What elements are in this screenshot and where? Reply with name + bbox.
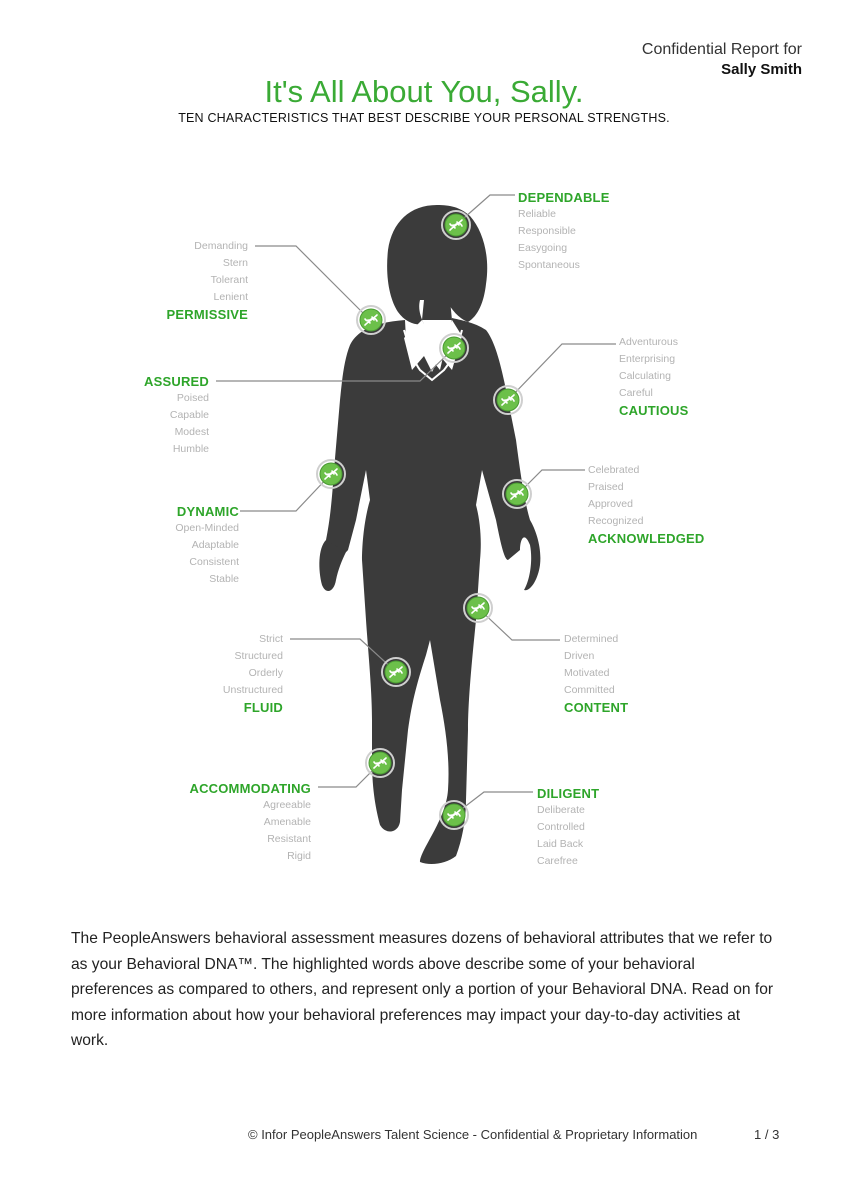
- trait-word: Resistant: [267, 833, 311, 845]
- dna-helix-icon: [357, 306, 385, 334]
- trait-word: Modest: [174, 426, 209, 438]
- trait-word: Calculating: [619, 370, 671, 382]
- trait-word: Laid Back: [537, 838, 584, 850]
- trait-title: ACKNOWLEDGED: [588, 531, 705, 546]
- trait-word: Deliberate: [537, 804, 585, 816]
- trait-word: Unstructured: [222, 684, 283, 696]
- trait-word: Stable: [209, 573, 239, 585]
- trait-title: DEPENDABLE: [518, 190, 610, 205]
- trait-word: Orderly: [248, 667, 283, 679]
- trait-word: Enterprising: [619, 353, 676, 365]
- dna-helix-icon: [366, 749, 394, 777]
- trait-cautious: [619, 334, 689, 419]
- recipient-name: Sally Smith: [721, 61, 802, 78]
- silhouette: [319, 205, 540, 864]
- footer-copyright: © Infor PeopleAnswers Talent Science - Confidential & Proprietary Information: [248, 1127, 698, 1142]
- page-number: 1 / 3: [754, 1127, 780, 1142]
- trait-word: Rigid: [287, 850, 311, 862]
- dna-helix-icon: [494, 386, 522, 414]
- trait-word: Poised: [176, 392, 209, 404]
- trait-word: Careful: [619, 387, 653, 399]
- trait-word: Praised: [588, 481, 624, 493]
- trait-word: Approved: [588, 498, 633, 510]
- trait-title: ACCOMMODATING: [189, 781, 311, 796]
- dna-helix-icon: [464, 594, 492, 622]
- dna-helix-icon: [503, 480, 531, 508]
- trait-assured: [144, 373, 209, 458]
- trait-dependable: [518, 189, 610, 274]
- trait-word: Controlled: [537, 821, 585, 833]
- trait-word: Open-Minded: [175, 522, 239, 534]
- trait-word: Tolerant: [210, 274, 248, 286]
- trait-diligent: [537, 785, 599, 870]
- trait-dynamic: [175, 503, 239, 588]
- trait-title: CAUTIOUS: [619, 403, 689, 418]
- trait-word: Lenient: [213, 291, 248, 303]
- trait-word: Responsible: [518, 225, 576, 237]
- trait-word: Humble: [172, 443, 209, 455]
- trait-word: Spontaneous: [518, 259, 580, 271]
- trait-word: Stern: [222, 257, 248, 269]
- trait-word: Consistent: [189, 556, 239, 568]
- trait-word: Reliable: [518, 208, 556, 220]
- trait-word: Structured: [234, 650, 283, 662]
- dna-helix-icon: [440, 801, 468, 829]
- description-paragraph: The PeopleAnswers behavioral assessment measures dozens of behavioral attributes that we refer to as your Behavioral DNA™. The highlighted words above describe some of your behavioral preferences as compared to others, and represent only a portion of your Behavioral DNA. Read on for more information about how your behavioral preferences may impact your day-to-day activities at work.: [71, 930, 774, 1049]
- trait-permissive: [167, 238, 248, 323]
- trait-accommodating: [189, 780, 311, 865]
- trait-word: Demanding: [194, 240, 248, 252]
- trait-word: Motivated: [564, 667, 610, 679]
- trait-word: Determined: [564, 633, 619, 645]
- trait-title: PERMISSIVE: [166, 307, 248, 322]
- connector-dynamic: [240, 475, 330, 511]
- trait-word: Strict: [259, 633, 283, 645]
- dna-helix-icon: [317, 460, 345, 488]
- confidential-label: Confidential Report for: [641, 41, 802, 58]
- dna-helix-icon: [440, 334, 468, 362]
- trait-word: Recognized: [588, 515, 644, 527]
- trait-word: Driven: [564, 650, 595, 662]
- trait-word: Adventurous: [619, 336, 678, 348]
- trait-title: DYNAMIC: [176, 504, 239, 519]
- trait-title: FLUID: [243, 700, 283, 715]
- connector-acknowledged: [518, 470, 585, 494]
- connector-permissive: [255, 246, 368, 318]
- trait-word: Agreeable: [263, 799, 311, 811]
- trait-word: Celebrated: [588, 464, 640, 476]
- trait-title: DILIGENT: [537, 786, 600, 801]
- trait-word: Carefree: [537, 855, 578, 867]
- trait-word: Amenable: [263, 816, 311, 828]
- connector-cautious: [510, 344, 616, 398]
- trait-content: [564, 631, 628, 716]
- trait-word: Committed: [564, 684, 615, 696]
- trait-word: Adaptable: [191, 539, 239, 551]
- trait-title: CONTENT: [564, 700, 629, 715]
- dna-helix-icon: [442, 211, 470, 239]
- trait-acknowledged: [588, 462, 705, 547]
- trait-fluid: [223, 631, 283, 716]
- trait-word: Capable: [169, 409, 209, 421]
- trait-title: ASSURED: [144, 374, 209, 389]
- page-subtitle: TEN CHARACTERISTICS THAT BEST DESCRIBE YOUR PERSONAL STRENGTHS.: [178, 111, 670, 125]
- dna-helix-icon: [382, 658, 410, 686]
- trait-word: Easygoing: [518, 242, 568, 254]
- page-title: It's All About You, Sally.: [264, 74, 584, 109]
